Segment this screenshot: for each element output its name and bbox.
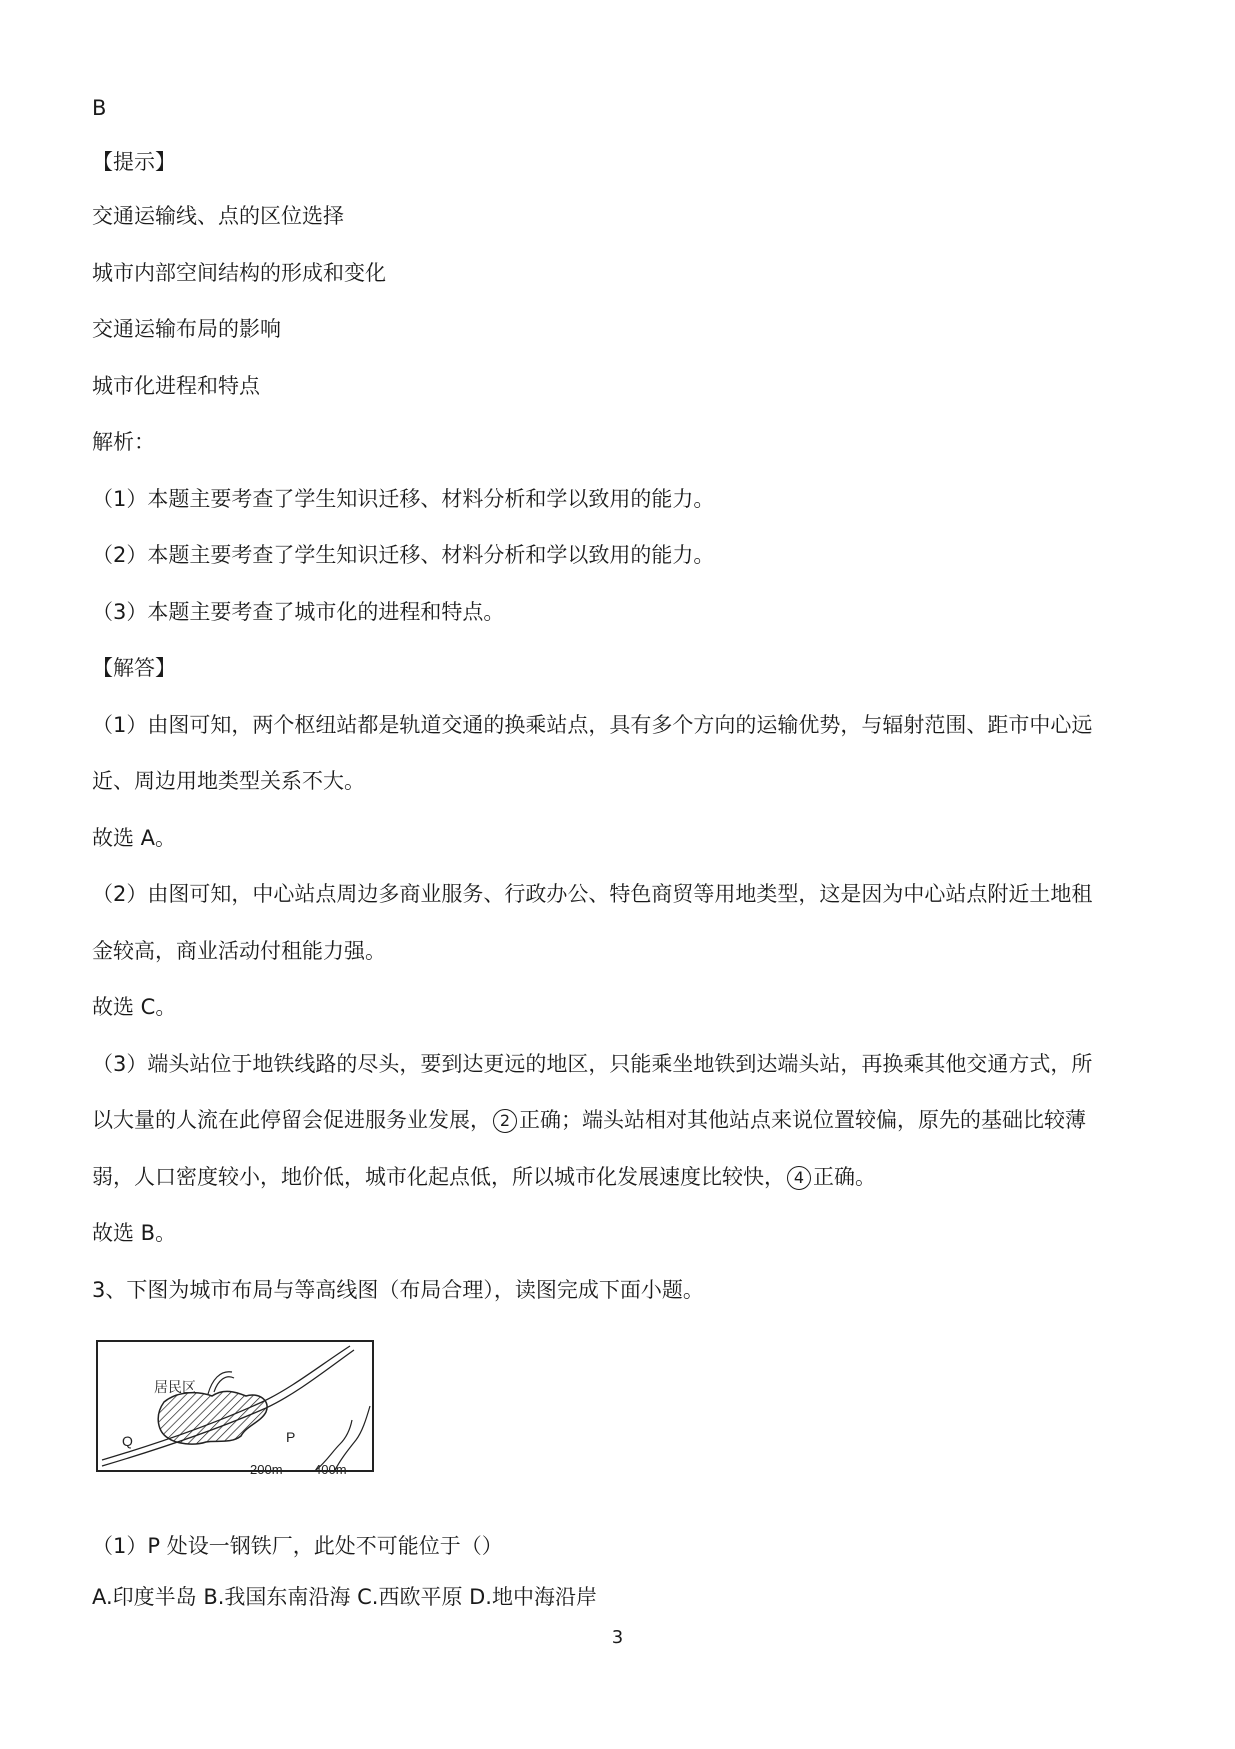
solution-text bbox=[92, 1163, 1137, 1191]
circled-number: 2 bbox=[493, 1109, 517, 1133]
contour-400-label: 400m bbox=[314, 1462, 347, 1477]
text-span: 弱，人口密度较小，地价低，城市化起点低，所以城市化发展速度比较快， bbox=[92, 1165, 785, 1189]
page-number: 3 bbox=[611, 1627, 624, 1648]
hint-item: 交通运输布局的影响 bbox=[92, 317, 281, 341]
hint-item: 城市内部空间结构的形成和变化 bbox=[92, 261, 386, 285]
hint-item: 交通运输线、点的区位选择 bbox=[92, 204, 344, 228]
sub-question: （1）P 处设一钢铁厂，此处不可能位于（） bbox=[92, 1534, 503, 1558]
solution-text: 近、周边用地类型关系不大。 bbox=[92, 769, 365, 793]
question-stem: 3、下图为城市布局与等高线图（布局合理），读图完成下面小题。 bbox=[92, 1278, 704, 1302]
solution-text bbox=[92, 1106, 1137, 1134]
solution-text: （1）由图可知，两个枢纽站都是轨道交通的换乘站点，具有多个方向的运输优势，与辐射范围、距市中心远 bbox=[92, 713, 1093, 737]
map-svg bbox=[96, 1340, 376, 1478]
analysis-item: （1）本题主要考查了学生知识迁移、材料分析和学以致用的能力。 bbox=[92, 487, 715, 511]
analysis-item: （3）本题主要考查了城市化的进程和特点。 bbox=[92, 600, 505, 624]
answer-choice: 故选 A。 bbox=[92, 826, 177, 850]
circled-number: 4 bbox=[787, 1166, 811, 1190]
solution-text: （2）由图可知，中心站点周边多商业服务、行政办公、特色商贸等用地类型，这是因为中心站点附近土地租 bbox=[92, 882, 1093, 906]
answer-choice: 故选 C。 bbox=[92, 995, 177, 1019]
answer-letter: B bbox=[92, 96, 107, 120]
residential-label: 居民区 bbox=[154, 1379, 196, 1395]
q-label: Q bbox=[122, 1433, 133, 1449]
answer-choice: 故选 B。 bbox=[92, 1221, 177, 1245]
text-span: 正确。 bbox=[813, 1165, 876, 1189]
city-contour-map bbox=[96, 1340, 376, 1478]
solution-text: （3）端头站位于地铁线路的尽头，要到达更远的地区，只能乘坐地铁到达端头站，再换乘其他交通方式，所 bbox=[92, 1052, 1093, 1076]
analysis-heading: 解析： bbox=[92, 430, 155, 454]
solution-text: 金较高，商业活动付租能力强。 bbox=[92, 939, 386, 963]
hint-heading: 【提示】 bbox=[92, 150, 176, 174]
analysis-item: （2）本题主要考查了学生知识迁移、材料分析和学以致用的能力。 bbox=[92, 543, 715, 567]
hint-item: 城市化进程和特点 bbox=[92, 374, 260, 398]
text-span: 正确；端头站相对其他站点来说位置较偏，原先的基础比较薄 bbox=[519, 1108, 1086, 1132]
contour-200-label: 200m bbox=[250, 1462, 283, 1477]
text-span: 以大量的人流在此停留会促进服务业发展， bbox=[92, 1108, 491, 1132]
answer-options: A.印度半岛 B.我国东南沿海 C.西欧平原 D.地中海沿岸 bbox=[92, 1585, 597, 1609]
p-label: P bbox=[286, 1429, 296, 1445]
solution-heading: 【解答】 bbox=[92, 656, 176, 680]
